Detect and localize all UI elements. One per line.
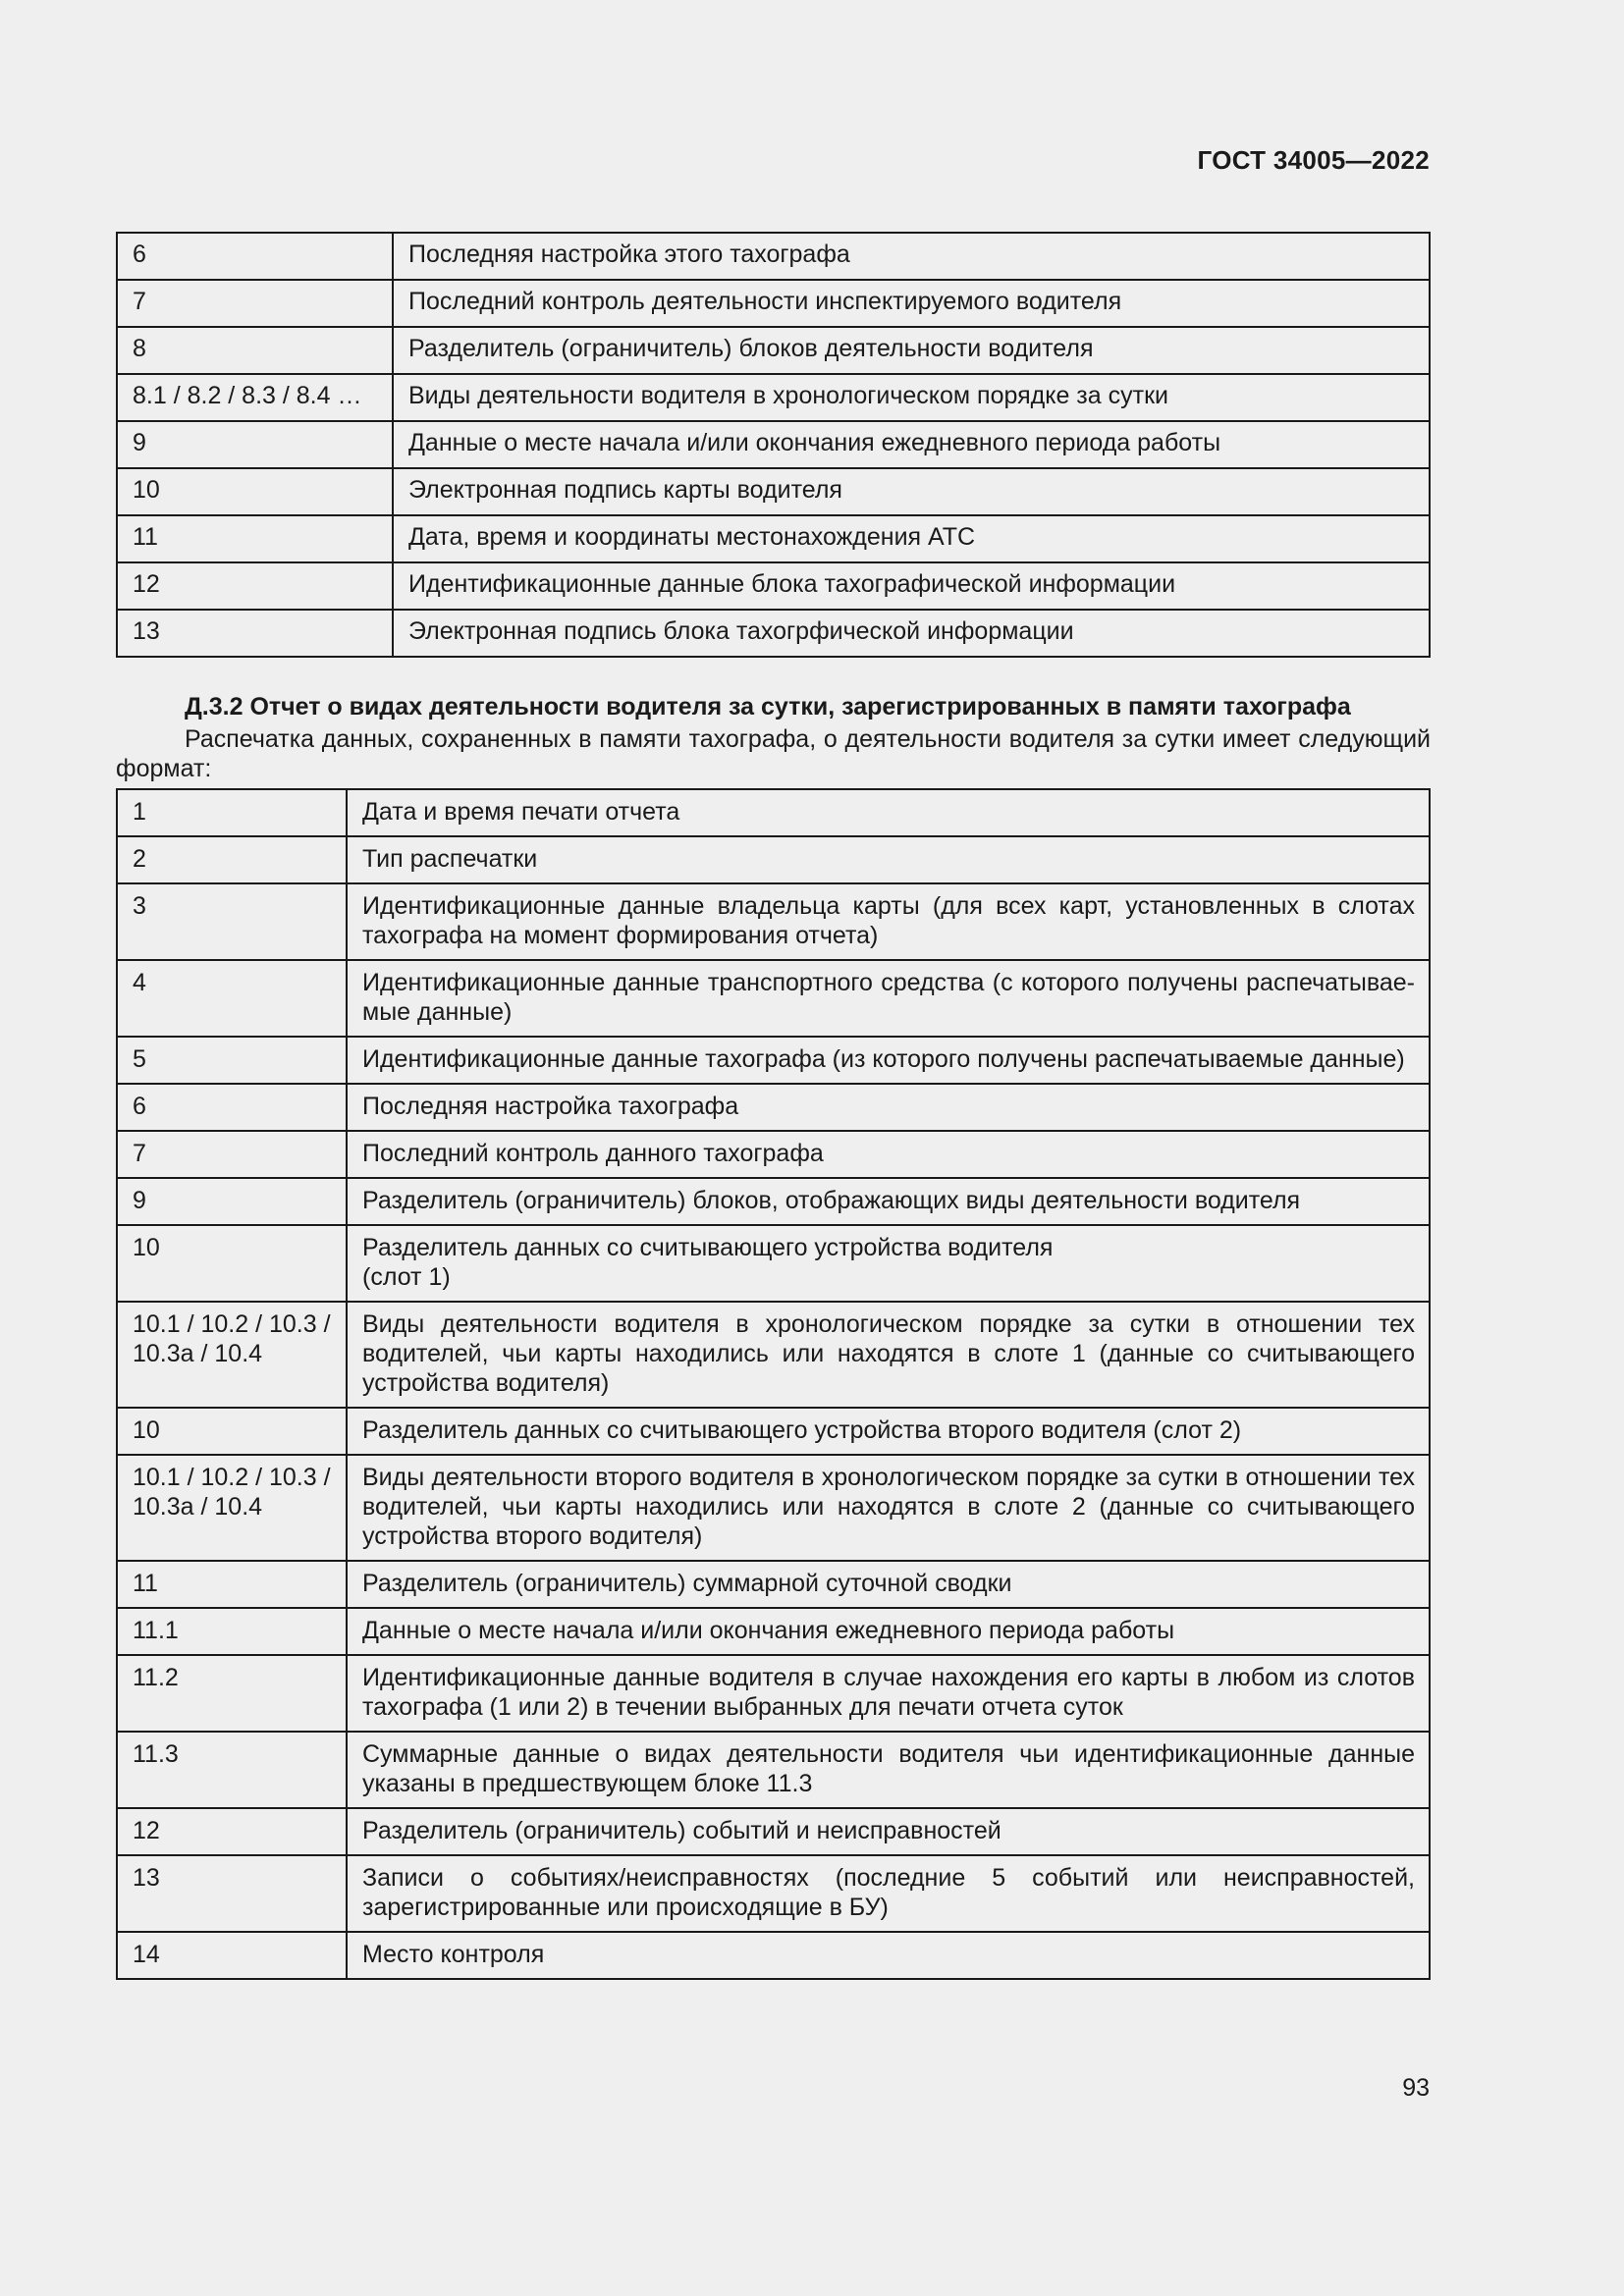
table-row <box>117 374 1430 421</box>
row-description: Виды деятельности водителя в хронологическом порядке за сутки <box>393 374 1430 421</box>
table-row <box>117 1808 1430 1855</box>
row-description: Последняя настройка этого тахографа <box>393 233 1430 280</box>
table-row <box>117 1302 1430 1408</box>
row-description: Разделитель данных со считывающего устройства водителя (слот 1) <box>347 1225 1430 1302</box>
table-row <box>117 1608 1430 1655</box>
row-description: Идентификационные данные владельца карты (для всех карт, установленных в слотах тахографа на момент формирования отчета) <box>347 883 1430 960</box>
row-description: Разделитель данных со считывающего устройства второго водителя (слот 2) <box>347 1408 1430 1455</box>
row-number: 1 <box>117 789 347 836</box>
row-description: Суммарные данные о видах деятельности водителя чьи идентификационные данные указаны в предшествующем блоке 11.3 <box>347 1732 1430 1808</box>
row-number: 8.1 / 8.2 / 8.3 / 8.4 … <box>117 374 393 421</box>
table-row <box>117 421 1430 468</box>
row-number: 6 <box>117 233 393 280</box>
table-row <box>117 883 1430 960</box>
row-number: 10 <box>117 1408 347 1455</box>
table-row <box>117 1732 1430 1808</box>
row-description: Электронная подпись блока тахогрфической информации <box>393 610 1430 657</box>
row-description: Данные о месте начала и/или окончания ежедневного периода работы <box>347 1608 1430 1655</box>
row-description: Место контроля <box>347 1932 1430 1979</box>
table-row <box>117 789 1430 836</box>
table-row <box>117 468 1430 515</box>
section-paragraph: Распечатка данных, сохраненных в памяти тахографа, о деятельности водителя за сутки имеет следующий формат: <box>116 725 1431 782</box>
row-number: 5 <box>117 1037 347 1084</box>
row-number: 7 <box>117 1131 347 1178</box>
row-description: Виды деятельности водителя в хронологическом порядке за сутки в отношении тех водителей, чьи карты находились или находятся в слоте 1 (данные со считывающего устройства водителя) <box>347 1302 1430 1408</box>
row-number: 11 <box>117 515 393 562</box>
document-id-header: ГОСТ 34005—2022 <box>1197 145 1430 175</box>
row-description: Записи о событиях/неисправностях (последние 5 событий или неисправностей, зарегистрированные или происходящие в БУ) <box>347 1855 1430 1932</box>
row-description: Дата, время и координаты местонахождения АТС <box>393 515 1430 562</box>
row-number: 4 <box>117 960 347 1037</box>
table-row <box>117 610 1430 657</box>
table-row <box>117 960 1430 1037</box>
row-description: Виды деятельности второго водителя в хронологическом порядке за сутки в отношении тех водителей, чьи карты находились или находятся в слоте 2 (данные со считывающего устройства второго водителя) <box>347 1455 1430 1561</box>
row-description: Последний контроль данного тахографа <box>347 1131 1430 1178</box>
table-row <box>117 280 1430 327</box>
row-description: Разделитель (ограничитель) суммарной суточной сводки <box>347 1561 1430 1608</box>
row-description: Последняя настройка тахографа <box>347 1084 1430 1131</box>
row-description: Идентификационные данные водителя в случае нахождения его карты в любом из слотов тахографа (1 или 2) в течении выбранных для печати отчета суток <box>347 1655 1430 1732</box>
table-row <box>117 836 1430 883</box>
row-number: 8 <box>117 327 393 374</box>
row-description: Идентификационные данные транспортного средства (с которого получены распечатывае-мые данные) <box>347 960 1430 1037</box>
table-row <box>117 233 1430 280</box>
row-number: 13 <box>117 610 393 657</box>
row-number: 7 <box>117 280 393 327</box>
row-description: Дата и время печати отчета <box>347 789 1430 836</box>
row-description: Разделитель (ограничитель) блоков, отображающих виды деятельности водителя <box>347 1178 1430 1225</box>
row-number: 9 <box>117 421 393 468</box>
row-description: Данные о месте начала и/или окончания ежедневного периода работы <box>393 421 1430 468</box>
row-number: 12 <box>117 1808 347 1855</box>
table-row <box>117 1131 1430 1178</box>
table-row <box>117 1408 1430 1455</box>
row-number: 10.1 / 10.2 / 10.3 / 10.3а / 10.4 <box>117 1455 347 1561</box>
table-row <box>117 1037 1430 1084</box>
row-description: Идентификационные данные тахографа (из которого получены распечатываемые данные) <box>347 1037 1430 1084</box>
table-row <box>117 1455 1430 1561</box>
row-number: 14 <box>117 1932 347 1979</box>
table-row <box>117 1932 1430 1979</box>
row-number: 10 <box>117 1225 347 1302</box>
section-heading: Д.3.2 Отчет о видах деятельности водителя за сутки, зарегистрированных в памяти тахографа <box>185 693 1351 721</box>
row-number: 2 <box>117 836 347 883</box>
row-number: 11.1 <box>117 1608 347 1655</box>
table-row <box>117 1655 1430 1732</box>
row-number: 10.1 / 10.2 / 10.3 / 10.3а / 10.4 <box>117 1302 347 1408</box>
table-row <box>117 1561 1430 1608</box>
table-row <box>117 1084 1430 1131</box>
table-print-format-part-1 <box>116 232 1431 658</box>
row-description: Электронная подпись карты водителя <box>393 468 1430 515</box>
table-print-format-part-2 <box>116 788 1431 1980</box>
table-row <box>117 562 1430 610</box>
row-number: 9 <box>117 1178 347 1225</box>
row-number: 11.3 <box>117 1732 347 1808</box>
table-row <box>117 327 1430 374</box>
table-row <box>117 1178 1430 1225</box>
page-number: 93 <box>1402 2074 1430 2102</box>
row-number: 13 <box>117 1855 347 1932</box>
row-number: 10 <box>117 468 393 515</box>
row-number: 11.2 <box>117 1655 347 1732</box>
table-row <box>117 1855 1430 1932</box>
row-number: 12 <box>117 562 393 610</box>
row-number: 6 <box>117 1084 347 1131</box>
table-row <box>117 1225 1430 1302</box>
row-description: Идентификационные данные блока тахографической информации <box>393 562 1430 610</box>
row-description: Последний контроль деятельности инспектируемого водителя <box>393 280 1430 327</box>
row-number: 3 <box>117 883 347 960</box>
row-description: Разделитель (ограничитель) событий и неисправностей <box>347 1808 1430 1855</box>
row-description: Тип распечатки <box>347 836 1430 883</box>
row-number: 11 <box>117 1561 347 1608</box>
table-row <box>117 515 1430 562</box>
row-description: Разделитель (ограничитель) блоков деятельности водителя <box>393 327 1430 374</box>
